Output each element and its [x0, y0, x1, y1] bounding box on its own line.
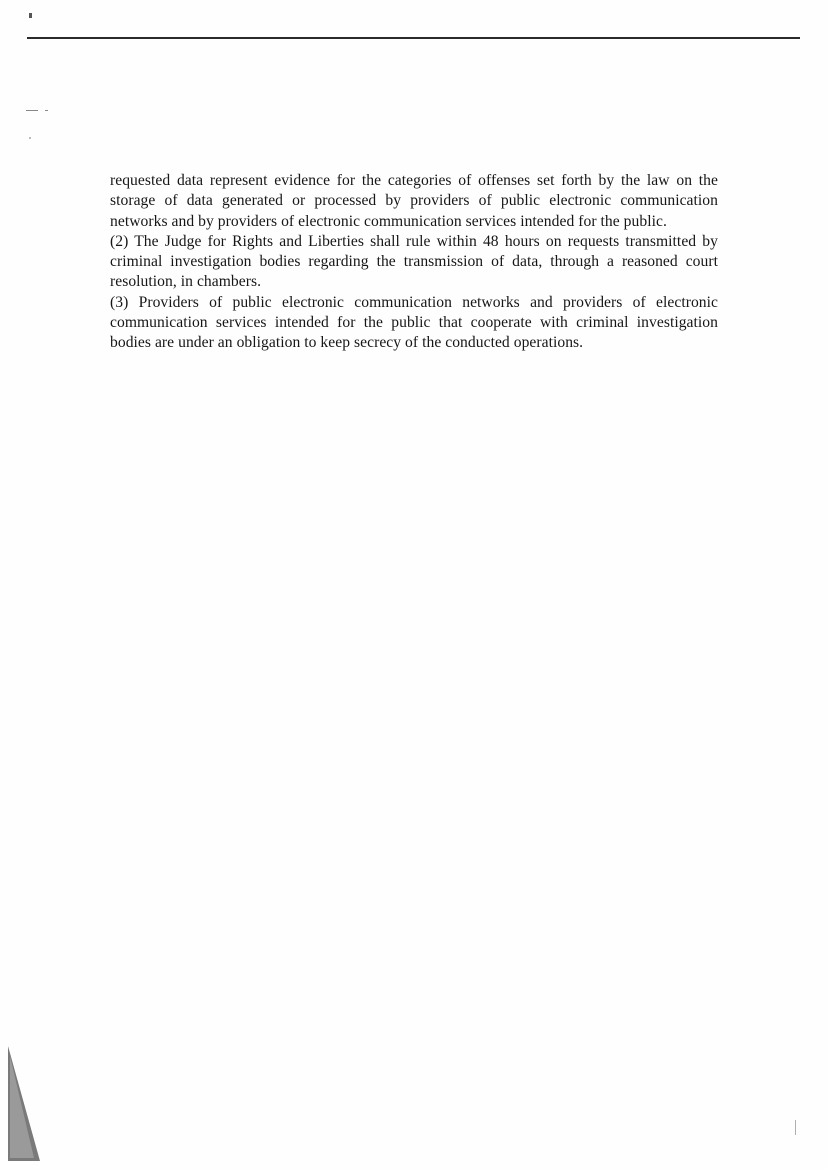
paragraph-continuation: requested data represent evidence for the categories of offenses set forth by the law on the storage of data generated or processed by providers of public electronic communication networks and by providers of electronic communication services intended for the public.: [110, 172, 718, 230]
scan-artifact-dash: [26, 110, 38, 111]
body-text: [110, 171, 718, 354]
scan-artifact-tick: [795, 1120, 796, 1135]
scan-artifact-dot: [29, 137, 31, 139]
paragraph-2: (2) The Judge for Rights and Liberties shall rule within 48 hours on requests transmitted by criminal investigation bodies regarding the transmission of data, through a reasoned court resolution, in chambers.: [110, 232, 718, 291]
header-rule: [27, 37, 800, 39]
scan-artifact-dash-small: [45, 110, 48, 111]
paragraph-3: (3) Providers of public electronic communication networks and providers of electronic communication services intended for the public that cooperate with criminal investigation bodies are under an obligation to keep secrecy of the conducted operations.: [110, 293, 718, 352]
scan-artifact-mark: [29, 13, 32, 18]
page-curl-shadow: [8, 1046, 40, 1161]
